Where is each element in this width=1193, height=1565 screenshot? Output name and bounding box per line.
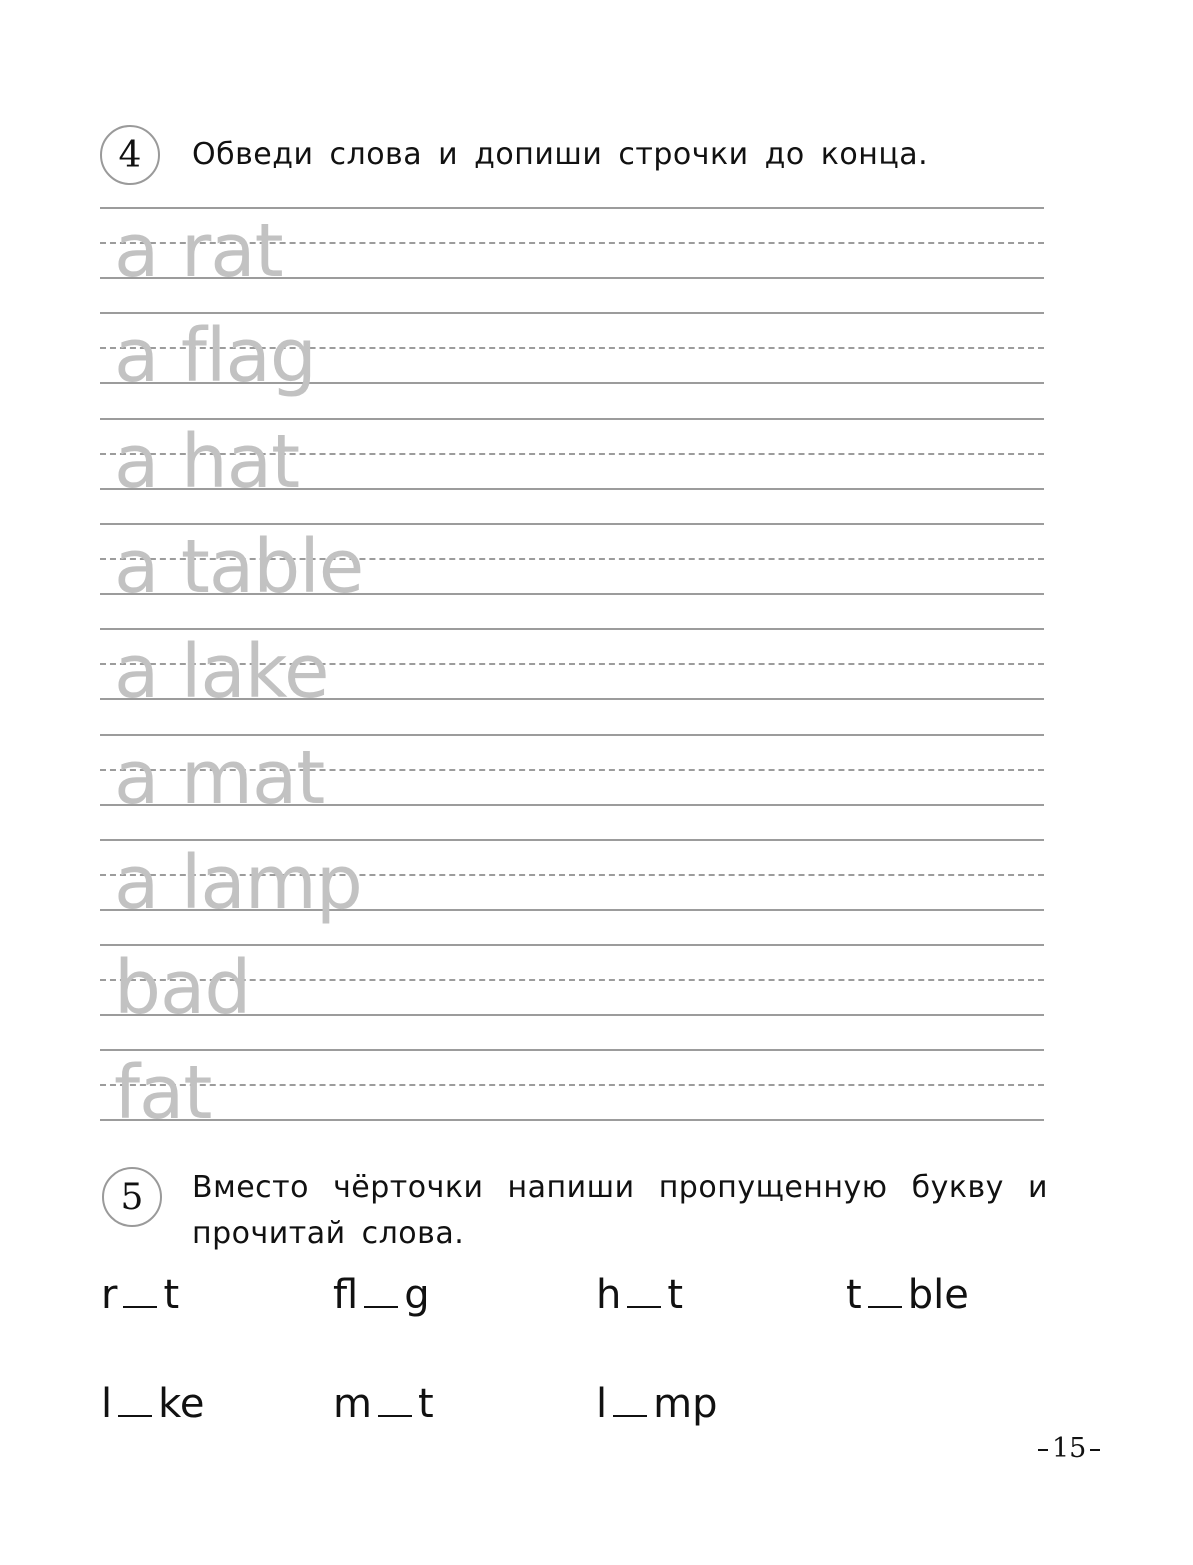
letter-blank[interactable] [627,1305,661,1308]
word-start: t [846,1272,862,1318]
task-number: 5 [120,1176,144,1218]
fill-in-word [101,1381,204,1427]
fill-in-word [846,1272,969,1318]
trace-word: a flag [114,313,316,400]
task-number-badge [102,1167,162,1227]
letter-blank[interactable] [613,1414,647,1417]
task-instruction: Обведи слова и допиши строчки до конца. [192,137,929,172]
letter-blank[interactable] [868,1305,902,1308]
word-end: t [417,1381,434,1427]
baseline [100,1119,1044,1121]
word-end: g [404,1272,430,1318]
word-start: r [101,1272,118,1318]
letter-blank[interactable] [123,1305,157,1308]
word-start: l [101,1381,113,1427]
trace-word: a lake [114,629,329,716]
task-number: 4 [118,134,142,176]
word-end: ke [158,1381,205,1427]
trace-word: fat [114,1050,212,1137]
trace-word: a rat [114,208,283,294]
word-start: fl [333,1272,359,1318]
fill-in-word [596,1381,717,1427]
fill-in-word [333,1272,430,1318]
task-instruction: Вместо чёрточки напиши пропущенную букву и прочитай слова. [192,1170,1048,1251]
midline [100,1084,1044,1086]
word-end: mp [653,1381,718,1427]
trace-word: bad [114,945,251,1032]
word-start: m [333,1381,372,1427]
letter-blank[interactable] [378,1414,412,1417]
trace-word: a mat [114,734,325,821]
word-end: ble [907,1272,969,1318]
letter-blank[interactable] [364,1305,398,1308]
page-number-value: 15 [1052,1433,1087,1464]
word-end: t [667,1272,684,1318]
top-line [100,1049,1044,1051]
trace-word: a table [114,523,364,610]
fill-in-word [596,1272,683,1318]
fill-in-word [333,1381,434,1427]
word-end: t [163,1272,180,1318]
word-start: h [596,1272,622,1318]
trace-word: a hat [114,418,300,505]
word-start: l [596,1381,608,1427]
letter-blank[interactable] [118,1414,152,1417]
fill-in-word [101,1272,179,1318]
trace-word: a lamp [114,839,362,926]
page-number [1034,1433,1104,1464]
